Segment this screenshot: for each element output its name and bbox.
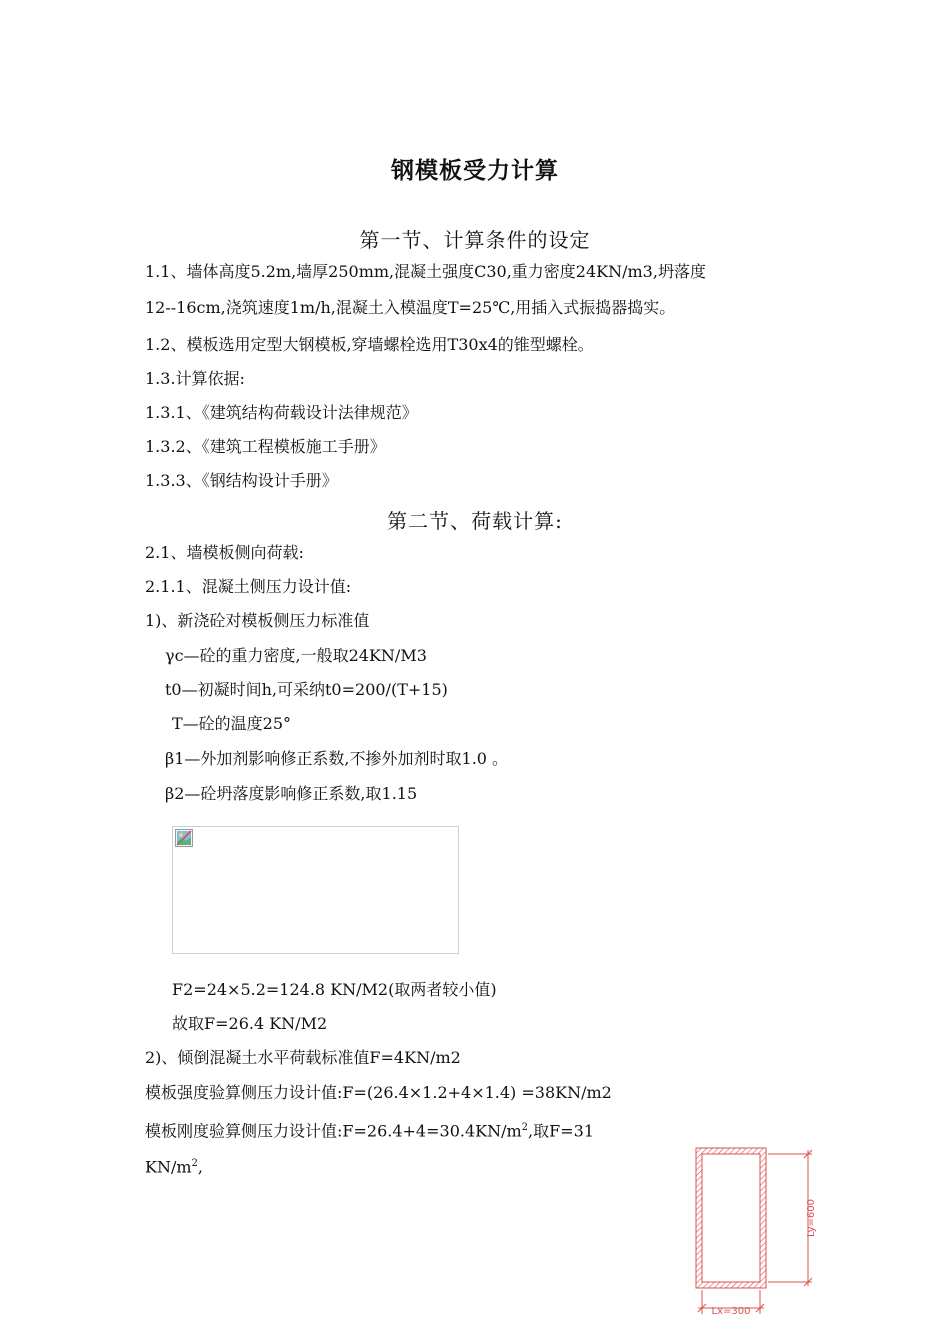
stiffness-text: 模板刚度验算侧压力设计值:F=26.4+4=30.4KN/m <box>145 1121 522 1141</box>
ly-label: Ly=600 <box>806 1198 817 1238</box>
beta1-definition: β1—外加剂影响修正系数,不掺外加剂时取1.0 。 <box>165 749 509 768</box>
stiffness-text-end: ,取F=31 <box>528 1121 595 1141</box>
gamma-definition: γc—砼的重力密度,一般取24KN/M3 <box>165 646 427 665</box>
reference-2: 1.3.2、《建筑工程模板施工手册》 <box>145 437 386 456</box>
reference-3: 1.3.3、《钢结构设计手册》 <box>145 471 338 490</box>
page-title: 钢模板受力计算 <box>391 158 559 184</box>
section-heading-2: 第二节、荷载计算: <box>387 509 563 533</box>
f2-calculation: F2=24×5.2=124.8 KN/M2(取两者较小值) <box>172 980 497 999</box>
paragraph-2-1: 2.1、墙模板侧向荷载: <box>145 543 304 562</box>
unit-text: KN/m <box>145 1157 192 1177</box>
paragraph-1-1-line2: 12--16cm,浇筑速度1m/h,混凝土入模温度T=25℃,用插入式振捣器捣实。 <box>145 298 676 317</box>
temperature-definition: T—砼的温度25° <box>172 714 292 733</box>
paragraph-2-1-1: 2.1.1、混凝土侧压力设计值: <box>145 577 352 596</box>
f-result: 故取F=26.4 KN/M2 <box>172 1014 328 1033</box>
section-heading-1: 第一节、计算条件的设定 <box>359 228 591 252</box>
lx-label: Lx=300 <box>711 1306 751 1317</box>
paragraph-1-2: 1.2、模板选用定型大钢模板,穿墙螺栓选用T30x4的锥型螺栓。 <box>145 335 594 354</box>
unit-superscript: 2 <box>191 1158 198 1169</box>
unit-line <box>145 1154 203 1177</box>
formula-image-placeholder <box>172 826 459 954</box>
formwork-panel-diagram <box>690 1142 830 1344</box>
stiffness-design-value <box>145 1118 594 1141</box>
broken-image-icon <box>175 829 193 847</box>
stiffness-superscript: 2 <box>521 1122 529 1133</box>
paragraph-1-3: 1.3.计算依据: <box>145 369 245 388</box>
beta2-definition: β2—砼坍落度影响修正系数,取1.15 <box>165 784 418 803</box>
reference-1: 1.3.1、《建筑结构荷载设计法律规范》 <box>145 403 418 422</box>
unit-comma: , <box>197 1157 203 1177</box>
item-2-heading: 2)、倾倒混凝土水平荷载标准值F=4KN/m2 <box>145 1048 461 1067</box>
paragraph-1-1-line1: 1.1、墙体高度5.2m,墙厚250mm,混凝土强度C30,重力密度24KN/m3,坍落度 <box>145 262 706 281</box>
strength-design-value: 模板强度验算侧压力设计值:F=(26.4×1.2+4×1.4) =38KN/m2 <box>145 1083 612 1102</box>
item-1-heading: 1)、新浇砼对模板侧压力标准值 <box>145 611 370 630</box>
t0-definition: t0—初凝时间h,可采纳t0=200/(T+15) <box>165 680 448 699</box>
panel-frame <box>696 1148 766 1288</box>
